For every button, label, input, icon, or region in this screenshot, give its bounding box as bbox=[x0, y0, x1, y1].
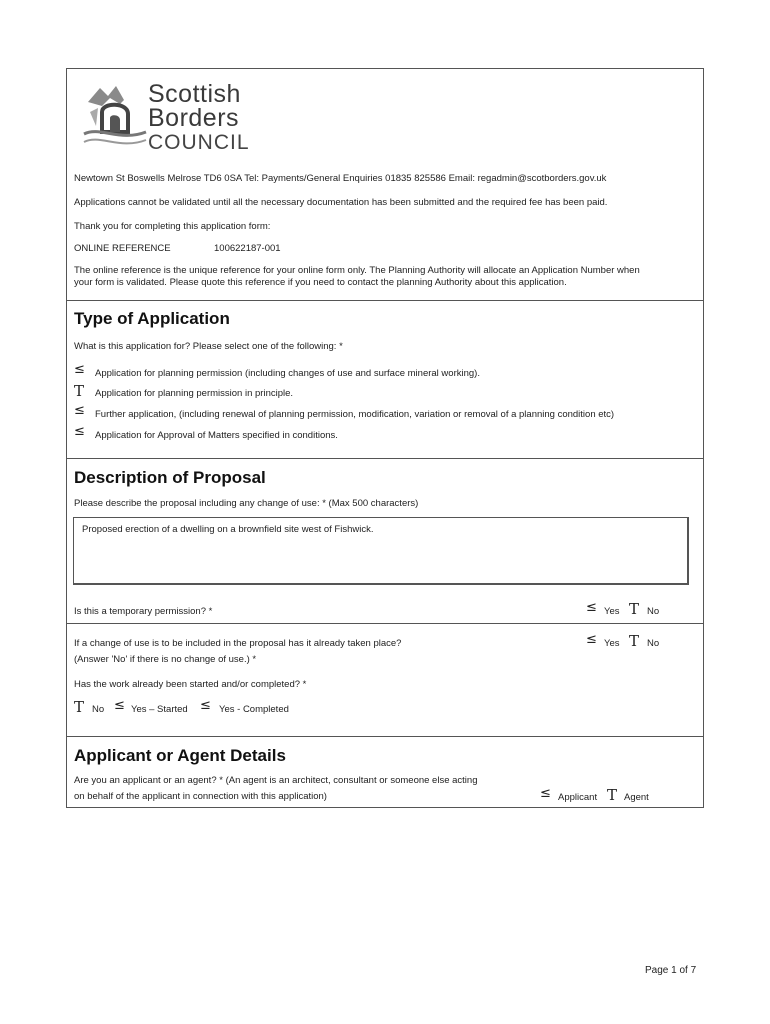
online-reference-value: 100622187-001 bbox=[214, 243, 281, 254]
logo-line-council: COUNCIL bbox=[148, 131, 250, 154]
change-of-use-question-line1: If a change of use is to be included in the proposal has it already taken place? bbox=[74, 638, 402, 649]
applicant-radio[interactable]: ≤ bbox=[540, 786, 551, 801]
temporary-no-label: No bbox=[647, 606, 660, 617]
change-of-use-options bbox=[586, 632, 696, 650]
work-started-question: Has the work already been started and/or completed? * bbox=[74, 679, 307, 690]
change-of-use-question-line2: (Answer 'No' if there is no change of use.) * bbox=[74, 654, 257, 665]
section-title-type: Type of Application bbox=[74, 309, 230, 328]
applicant-agent-options bbox=[540, 786, 700, 804]
temporary-question: Is this a temporary permission? * bbox=[74, 606, 213, 617]
temporary-no-radio[interactable]: T bbox=[629, 600, 640, 618]
temporary-yes-radio[interactable]: ≤ bbox=[586, 600, 597, 615]
temporary-options bbox=[586, 600, 696, 618]
divider bbox=[66, 623, 704, 624]
type-option[interactable] bbox=[74, 382, 694, 400]
type-option[interactable] bbox=[74, 403, 694, 421]
temporary-yes-label: Yes bbox=[604, 606, 620, 617]
change-no-label: No bbox=[647, 638, 660, 649]
type-option[interactable] bbox=[74, 362, 694, 380]
logo-line-scottish: Scottish bbox=[148, 80, 241, 108]
section-title-applicant: Applicant or Agent Details bbox=[74, 746, 286, 765]
applicant-question-line1: Are you an applicant or an agent? * (An agent is an architect, consultant or someone else acting bbox=[74, 775, 478, 786]
change-no-radio[interactable]: T bbox=[629, 632, 640, 650]
type-option[interactable] bbox=[74, 424, 694, 442]
section-title-description: Description of Proposal bbox=[74, 468, 266, 487]
agent-label: Agent bbox=[624, 792, 649, 803]
type-option-label: Application for Approval of Matters specified in conditions. bbox=[95, 430, 338, 441]
address-line: Newtown St Boswells Melrose TD6 0SA Tel: Payments/General Enquiries 01835 825586 Email: regadmin@scotborders.gov.uk bbox=[74, 173, 607, 184]
proposal-description-value: Proposed erection of a dwelling on a brownfield site west of Fishwick. bbox=[82, 524, 374, 535]
applicant-question-line2: on behalf of the applicant in connection with this application) bbox=[74, 791, 327, 802]
page-number: Page 1 of 7 bbox=[645, 965, 697, 976]
divider bbox=[66, 458, 704, 459]
divider bbox=[66, 736, 704, 737]
thanks-line: Thank you for completing this application form: bbox=[74, 221, 271, 232]
type-option-label: Further application, (including renewal of planning permission, modification, variation or removal of a planning condition etc) bbox=[95, 409, 615, 420]
divider bbox=[66, 300, 704, 301]
council-logo bbox=[80, 80, 270, 154]
work-started-options bbox=[74, 698, 334, 716]
proposal-description-field[interactable] bbox=[73, 517, 689, 585]
radio-glyph[interactable]: ≤ bbox=[74, 424, 85, 439]
logo-line-borders: Borders bbox=[148, 104, 240, 132]
council-crest-icon bbox=[80, 82, 150, 152]
radio-glyph[interactable]: T bbox=[74, 382, 85, 400]
type-option-label: Application for planning permission in principle. bbox=[95, 388, 294, 399]
online-reference-label: ONLINE REFERENCE bbox=[74, 243, 171, 254]
started-no-label: No bbox=[92, 704, 105, 715]
started-started-radio[interactable]: ≤ bbox=[114, 698, 125, 713]
reference-note-line2: your form is validated. Please quote this reference if you need to contact the planning Authority about this application. bbox=[74, 277, 567, 288]
radio-glyph[interactable]: ≤ bbox=[74, 362, 85, 377]
reference-note-line1: The online reference is the unique reference for your online form only. The Planning Authority will allocate an Application Number when bbox=[74, 265, 640, 276]
description-prompt: Please describe the proposal including any change of use: * (Max 500 characters) bbox=[74, 498, 419, 509]
agent-radio[interactable]: T bbox=[607, 786, 618, 804]
type-question: What is this application for? Please select one of the following: * bbox=[74, 341, 343, 352]
started-started-label: Yes – Started bbox=[131, 704, 188, 715]
applicant-label: Applicant bbox=[558, 792, 598, 803]
validation-note: Applications cannot be validated until all the necessary documentation has been submitted and the required fee has been paid. bbox=[74, 197, 608, 208]
type-option-label: Application for planning permission (including changes of use and surface mineral working). bbox=[95, 368, 480, 379]
started-no-radio[interactable]: T bbox=[74, 698, 85, 716]
change-yes-radio[interactable]: ≤ bbox=[586, 632, 597, 647]
started-completed-label: Yes - Completed bbox=[219, 704, 289, 715]
change-yes-label: Yes bbox=[604, 638, 620, 649]
radio-glyph[interactable]: ≤ bbox=[74, 403, 85, 418]
started-completed-radio[interactable]: ≤ bbox=[200, 698, 211, 713]
